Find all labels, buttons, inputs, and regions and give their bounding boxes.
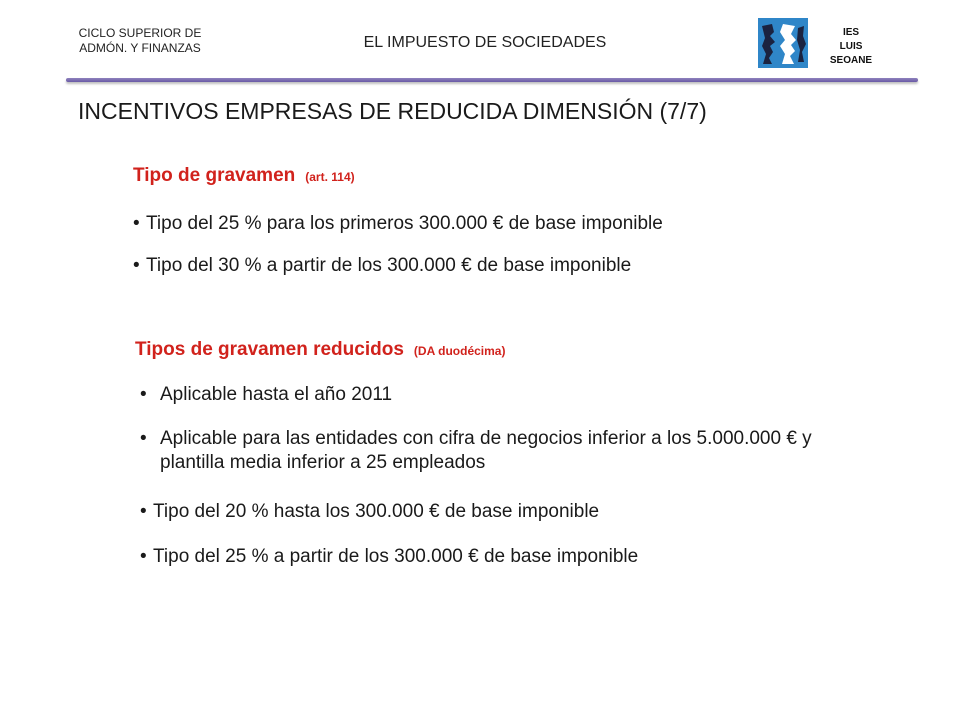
section-reference: (art. 114) (305, 170, 355, 184)
school-name-line2: LUIS SEOANE (829, 41, 873, 66)
section-heading-text: Tipo de gravamen (133, 165, 296, 186)
school-name-line1: IES (842, 27, 860, 38)
section-heading-tax-rate (133, 165, 355, 187)
school-logo (758, 18, 888, 68)
section-heading-text: Tipos de gravamen reducidos (135, 339, 404, 360)
course-label (60, 26, 220, 56)
list-item: • Tipo del 25 % a partir de los 300.000 € de base imponible (140, 545, 638, 569)
subject-title: EL IMPUESTO DE SOCIEDADES (363, 34, 607, 51)
list-item: • Tipo del 30 % a partir de los 300.000 € de base imponible (133, 254, 663, 278)
list-item: • Aplicable para las entidades con cifra de negocios inferior a los 5.000.000 € y plantilla media inferior a 25 empleados (140, 427, 840, 475)
reduced-rate-list (140, 500, 638, 569)
school-name (820, 26, 882, 68)
list-item: • Aplicable hasta el año 2011 (140, 383, 840, 407)
page-title: INCENTIVOS EMPRESAS DE REDUCIDA DIMENSIÓN (7/7) (78, 98, 707, 124)
course-label-line1: CICLO SUPERIOR DE (78, 26, 202, 40)
tax-rate-list (133, 212, 663, 278)
list-item: • Tipo del 20 % hasta los 300.000 € de base imponible (140, 500, 638, 524)
header-divider (66, 78, 918, 82)
section-reference: (DA duodécima) (413, 344, 506, 358)
faces-logo-icon (758, 18, 808, 68)
course-label-line2: ADMÓN. Y FINANZAS (79, 41, 201, 55)
section-heading-reduced-rates (135, 339, 505, 361)
list-item: • Tipo del 25 % para los primeros 300.000 € de base imponible (133, 212, 663, 236)
conditions-list (140, 383, 840, 475)
